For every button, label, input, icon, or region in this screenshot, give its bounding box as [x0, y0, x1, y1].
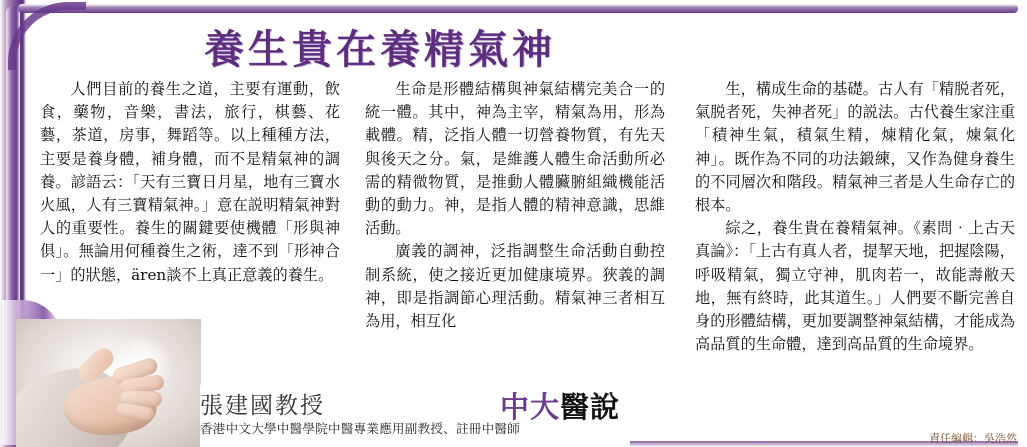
article-footer [200, 385, 630, 447]
author-name: 張建國教授 [200, 393, 325, 419]
paragraph: 生命是形體結構與神氣結構完美合一的統一體。其中，神為主宰，精氣為用，形為載體。精，泛指人體一切營養物質，有先天與後天之分。氣，是維護人體生命活動所必需的精微物質，是推動人體臟腑組織機能活動的動力。神，是指人體的精神意識，思維活動。 [365, 80, 665, 238]
paragraph: 人們目前的養生之道，主要有運動，飲食，藥物，音樂，書法，旅行，棋藝、花藝，茶道，房事，舞蹈等。以上種種方法，主要是養身體，補身體，而不是精氣神的調養。諺語云：「天有三寶日月星，地有三寶水火風，人有三寶精氣神。」意在説明精氣神對人的重要性。養生的關鍵要使機體「形與神俱」。無論用何種養生之術，達不到「形神合一」的狀態，ären談不上真正意義的養生。 [40, 80, 340, 284]
paragraph: 綜之，養生貴在養精氣神。《素問‧上古天真論》：「上古有真人者，提挈天地，把握陰陽，呼吸精氣，獨立守神，肌肉若一，故能壽敝天地，無有終時，此其道生。」人們要不斷完善自身的形體結構，更加要調整神氣結構，才能成為高品質的生命體，達到高品質的生命境界。 [695, 219, 1015, 354]
article-photo-hand [16, 319, 201, 447]
paragraph: 生，構成生命的基礎。古人有「精脱者死，氣脱者死，失神者死」的説法。古代養生家注重「積神生氣，積氣生精，煉精化氣，煉氣化神」。既作為不同的功法鍛練，又作為健身養生的不同層次和階段。精氣神三者是人生命存亡的根本。 [695, 80, 1015, 215]
article-column-3 [695, 78, 1015, 356]
column-brand-logo [500, 385, 620, 426]
article-column-2 [365, 78, 665, 333]
paragraph: 廣義的調神，泛指調整生命活動自動控制系統，使之接近更加健康境界。狹義的調神，即是指調節心理活動。精氣神三者相互為用，相互化 [365, 242, 665, 331]
editor-credit: 責任編輯：吳浩然 [929, 432, 1017, 445]
author-title: 香港中文大學中醫學院中醫專業應用副教授、註冊中醫師 [200, 421, 521, 436]
brand-text-secondary: 醫說 [560, 390, 621, 424]
brand-text-primary: 中大 [500, 390, 561, 424]
article-headline: 養生貴在養精氣神 [204, 26, 556, 73]
decorative-top-border [18, 4, 1018, 13]
article-column-1 [40, 78, 340, 287]
